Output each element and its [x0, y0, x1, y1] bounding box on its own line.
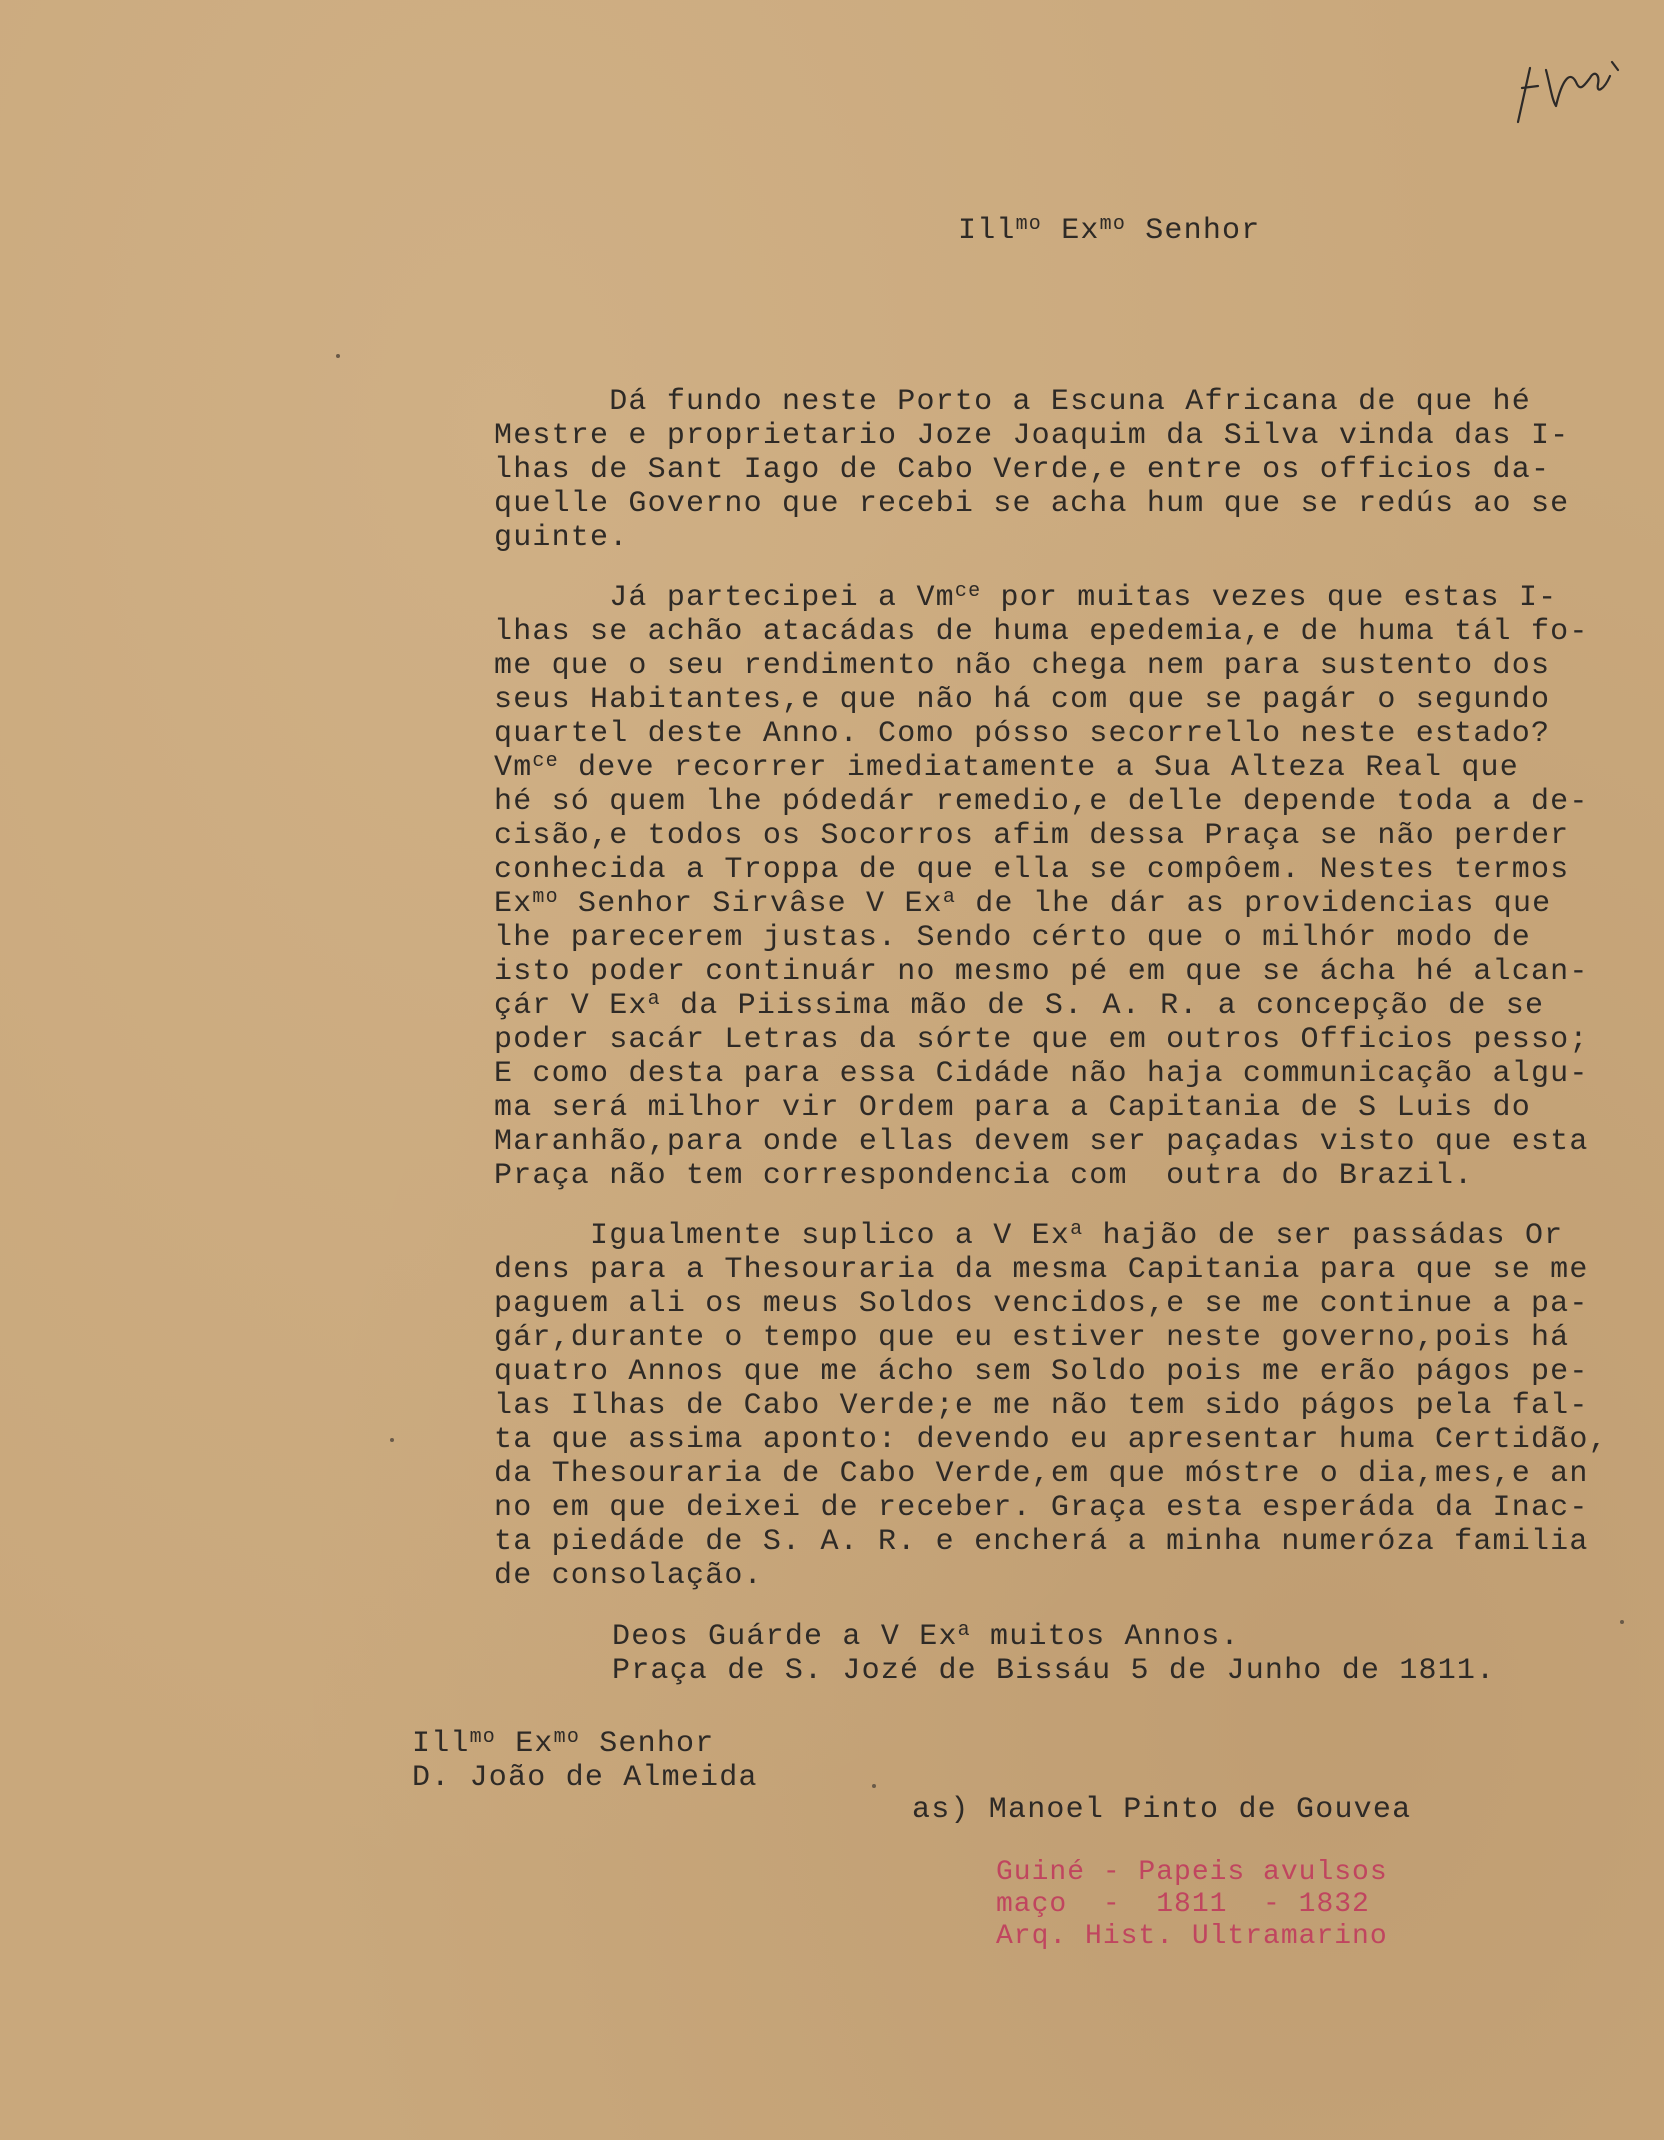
text-line: lhe parecerem justas. Sendo cérto que o milhór modo de — [494, 921, 1531, 955]
text-line: cisão,e todos os Socorros afim dessa Praça se não perder — [494, 819, 1570, 853]
paper-speck — [390, 1438, 394, 1442]
paper-speck — [336, 354, 340, 358]
stamp-line: Guiné - Papeis avulsos — [996, 1857, 1388, 1888]
text-line: ta piedáde de S. A. R. e encherá a minha numeróza familia — [494, 1525, 1589, 1559]
text-line: quelle Governo que recebi se acha hum que se redús ao se — [494, 487, 1570, 521]
text-line: lhas de Sant Iago de Cabo Verde,e entre os officios da- — [494, 453, 1551, 487]
text-line: ta que assima aponto: devendo eu apresentar huma Certidão, — [494, 1423, 1608, 1457]
salutation: Ill$^{mo}$ $Ex^{mo}$ Senhor — [958, 213, 1261, 248]
text-line: las Ilhas de Cabo Verde;e me não tem sido págos pela fal- — [494, 1389, 1589, 1423]
text-line: quartel deste Anno. Como pósso secorrello neste estado? — [494, 717, 1551, 751]
text-line: Mestre e proprietario Joze Joaquim da Silva vinda das I- — [494, 419, 1570, 453]
paper-speck — [872, 1784, 876, 1788]
paper-speck — [1620, 1620, 1624, 1624]
paragraph-2 — [494, 581, 1634, 1193]
text-line: çár V Ex$^a$ da Piissima mão de S. A. R. a concepção de se — [494, 988, 1545, 1023]
text-line: conhecida a Troppa de que ella se compôem. Nestes termos — [494, 853, 1570, 887]
addressee-name: D. João de Almeida — [412, 1761, 758, 1795]
signature-line: as) Manoel Pinto de Gouvea — [912, 1793, 1412, 1827]
text-line: me que o seu rendimento não chega nem para sustento dos — [494, 649, 1551, 683]
addressee-title: Ill$^{mo}$ $Ex^{mo}$ Senhor — [412, 1726, 715, 1761]
text-line: dens para a Thesouraria da mesma Capitania para que se me — [494, 1253, 1589, 1287]
text-line: $Vm^{ce}$ deve recorrer imediatamente a Sua Alteza Real que — [494, 750, 1519, 785]
text-line: $Ex^{mo}$ Senhor Sirvâse V Ex$^a$ de lhe dár as providencias que — [494, 886, 1552, 921]
signature — [912, 1793, 1411, 1827]
text-line: Praça não tem correspondencia com outra do Brazil. — [494, 1159, 1474, 1193]
text-line: Dá fundo neste Porto a Escuna Africana de que hé — [494, 385, 1531, 419]
closing-line: Deos Guárde a V Ex$^a$ muitos Annos. — [612, 1619, 1240, 1654]
addressee — [412, 1727, 758, 1795]
text-line: gár,durante o tempo que eu estiver neste governo,pois há — [494, 1321, 1570, 1355]
text-line: E como desta para essa Cidáde não haja communicação algu- — [494, 1057, 1589, 1091]
text-line: Já partecipei a $Vm^{ce}$ por muitas vezes que estas I- — [494, 580, 1558, 615]
handwritten-initials — [1500, 40, 1640, 130]
stamp-line: Arq. Hist. Ultramarino — [996, 1921, 1388, 1952]
text-line: no em que deixei de receber. Graça esta esperáda da Inac- — [494, 1491, 1589, 1525]
text-line: hé só quem lhe pódedár remedio,e delle depende toda a de- — [494, 785, 1589, 819]
date-line: Praça de S. Jozé de Bissáu 5 de Junho de 1811. — [612, 1654, 1496, 1688]
text-line: guinte. — [494, 521, 629, 555]
text-line: quatro Annos que me ácho sem Soldo pois me erão págos pe- — [494, 1355, 1589, 1389]
text-line: poder sacár Letras da sórte que em outros Officios pesso; — [494, 1023, 1589, 1057]
closing — [612, 1620, 1495, 1688]
archive-stamp — [996, 1857, 1388, 1953]
text-line: paguem ali os meus Soldos vencidos,e se me continue a pa- — [494, 1287, 1589, 1321]
paragraph-1 — [494, 385, 1634, 555]
text-line: ma será milhor vir Ordem para a Capitania de S Luis do — [494, 1091, 1531, 1125]
text-line: da Thesouraria de Cabo Verde,em que móstre o dia,mes,e an — [494, 1457, 1589, 1491]
text-line: Igualmente suplico a V Ex$^a$ hajão de ser passádas Or — [494, 1218, 1564, 1253]
text-line: de consolação. — [494, 1559, 763, 1593]
text-line: isto poder continuár no mesmo pé em que se ácha hé alcan- — [494, 955, 1589, 989]
paragraph-3 — [494, 1219, 1634, 1593]
stamp-line: maço - 1811 - 1832 — [996, 1889, 1370, 1920]
text-line: Maranhão,para onde ellas devem ser paçadas visto que esta — [494, 1125, 1589, 1159]
text-line: lhas se achão atacádas de huma epedemia,e de huma tál fo- — [494, 615, 1589, 649]
text-line: seus Habitantes,e que não há com que se pagár o segundo — [494, 683, 1551, 717]
